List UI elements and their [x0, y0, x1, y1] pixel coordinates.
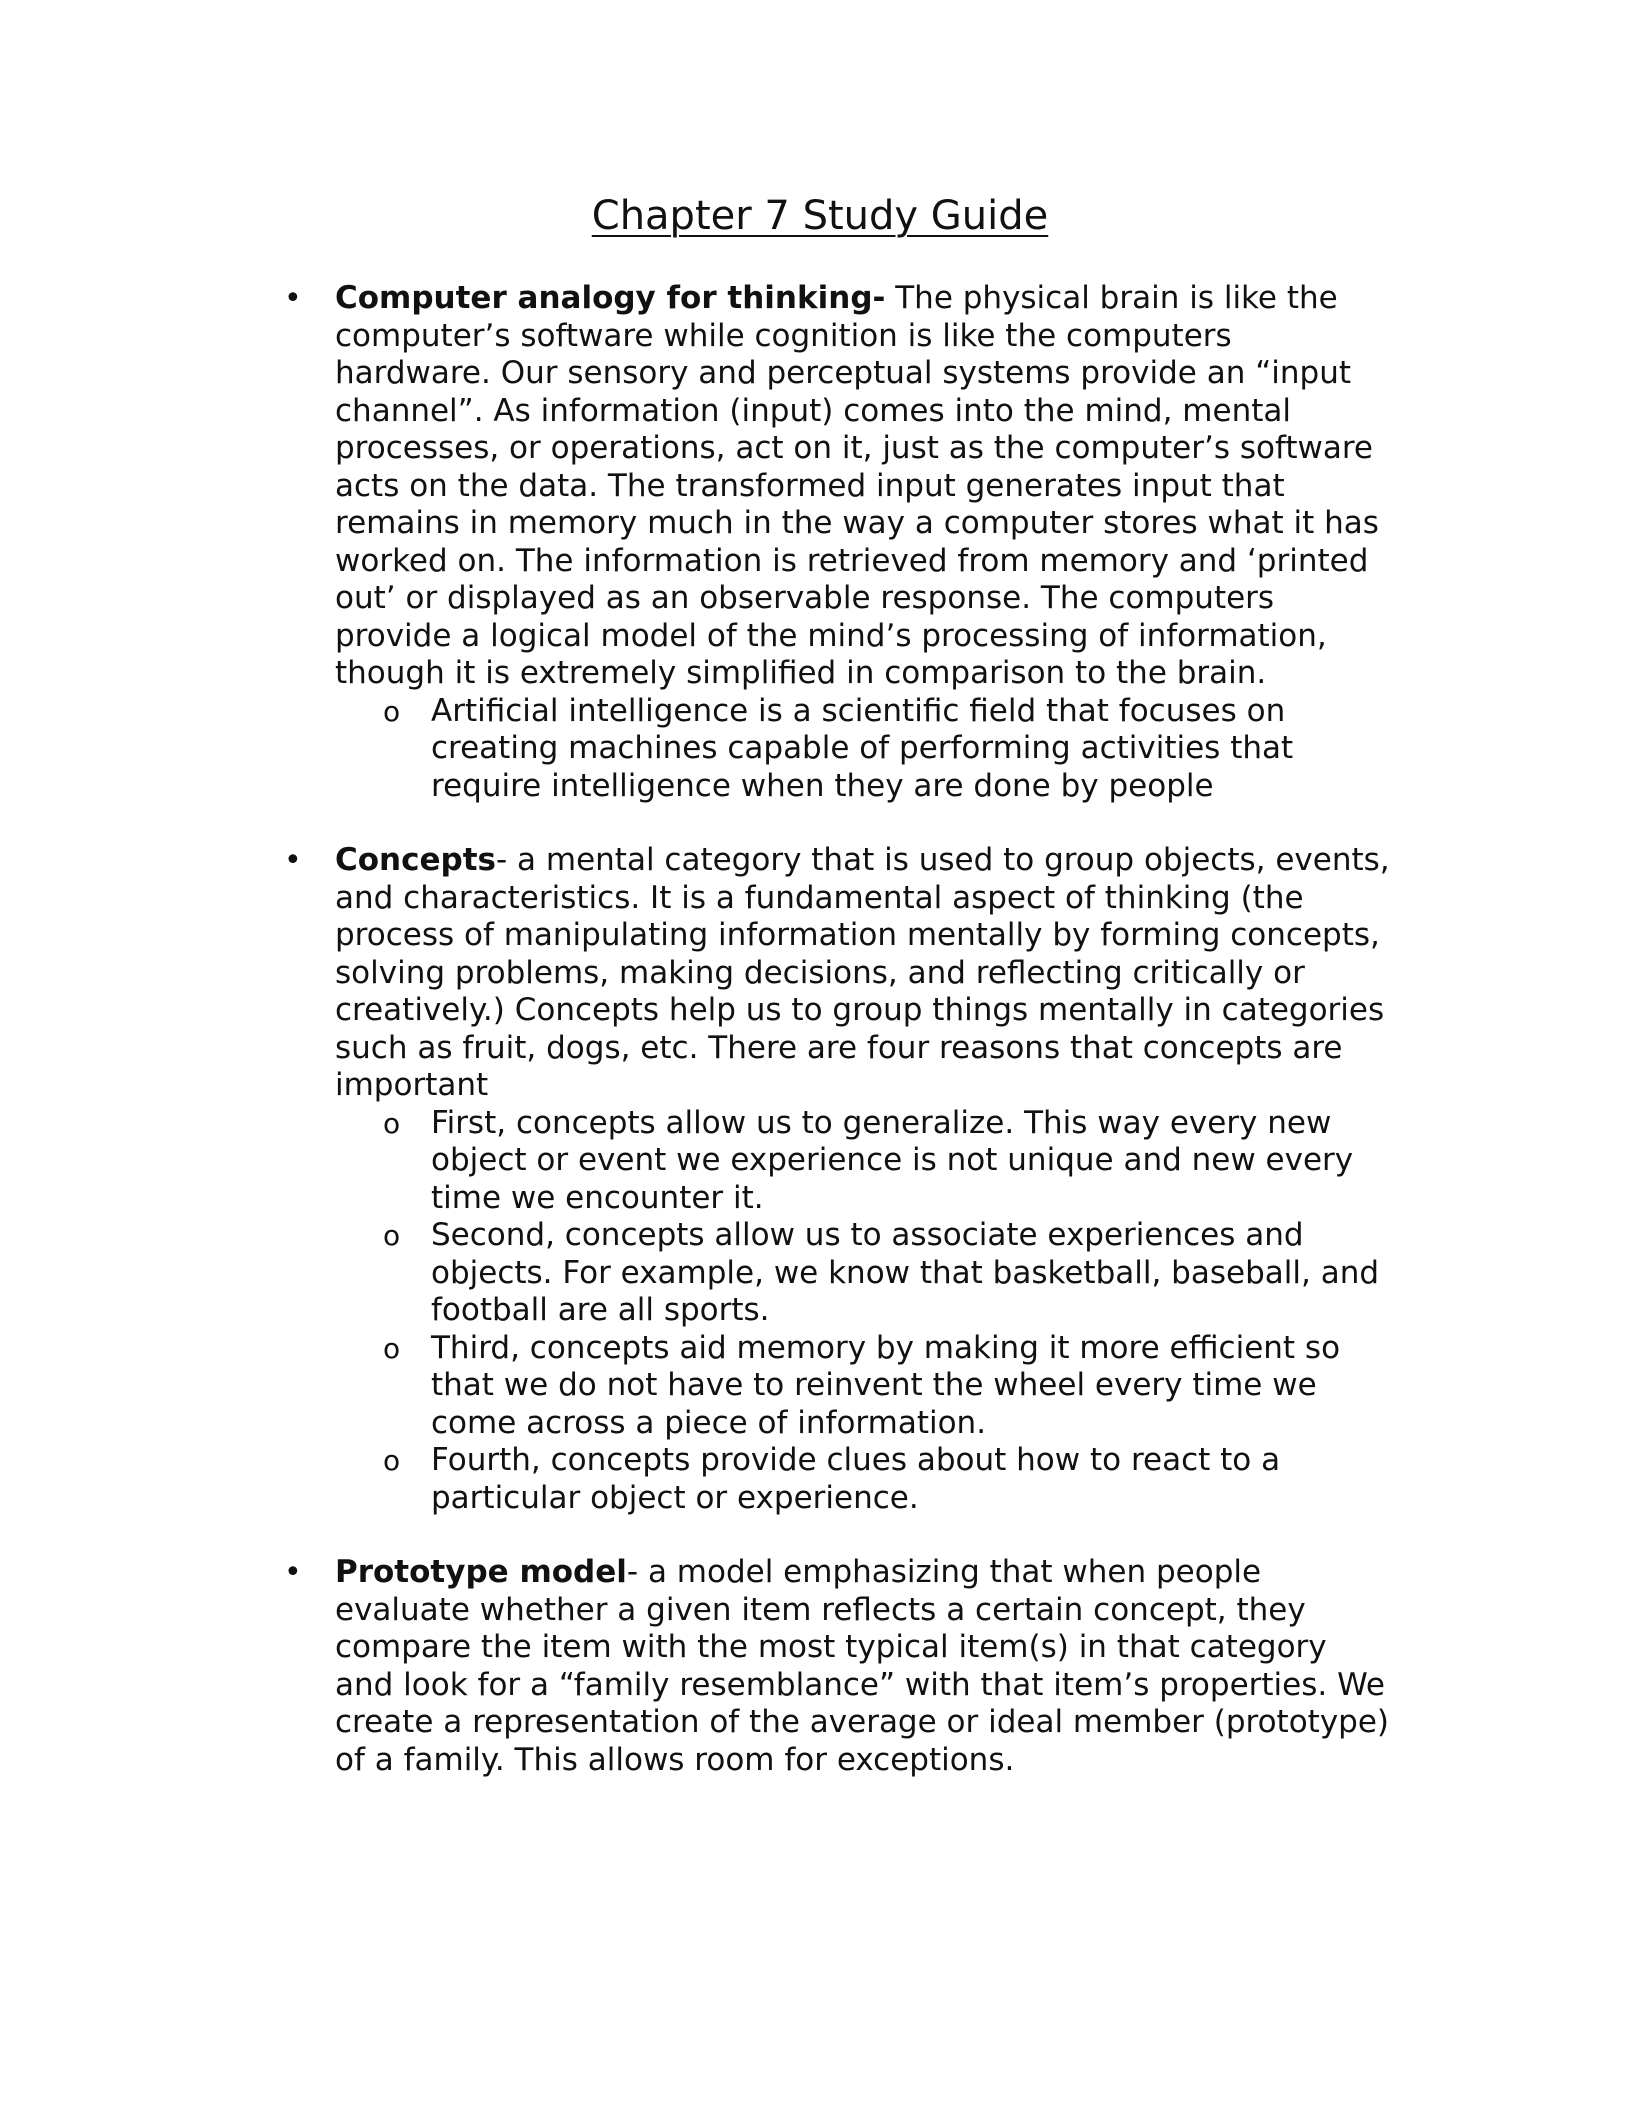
circle-bullet-icon: o — [383, 1219, 401, 1252]
bullet-icon: • — [284, 843, 302, 878]
term-definition: - a mental category that is used to group objects, events, and characteristics. It is a fundamental aspect of thinking (the process of manipulating information mentally by forming concepts, solving problems, making decisions, and reflecting critically or creatively.) Concepts help us to group things mentally in categories such as fruit, dogs, etc. There are four reasons that concepts are important — [335, 842, 1390, 1103]
bullet-list — [280, 280, 1390, 1816]
sub-list-item — [280, 1217, 1390, 1330]
sub-item-text: Second, concepts allow us to associate experiences and objects. For example, we know that basketball, baseball, and football are all sports. — [431, 1217, 1380, 1328]
sub-item-text: First, concepts allow us to generalize. This way every new object or event we experience is not unique and new every time we encounter it. — [431, 1104, 1354, 1216]
term-heading: Prototype model — [335, 1554, 627, 1590]
sub-item-text: Artificial intelligence is a scientific field that focuses on creating machines capable of performing activities that require intelligence when they are done by people — [431, 692, 1294, 804]
term-definition: The physical brain is like the computer’s software while cognition is like the computers hardware. Our sensory and perceptual systems provide an “input channel”. As information (input) comes into the mind, mental processes, or operations, act on it, just as the computer’s software acts on the data. The transformed input generates input that remains in memory much in the way a computer stores what it has worked on. The information is retrieved from memory and ‘printed out’ or displayed as an observable response. The computers provide a logical model of the mind’s processing of information, though it is extremely simplified in comparison to the brain. — [335, 280, 1379, 691]
list-item-concepts — [280, 842, 1390, 1517]
sub-list-item — [280, 1330, 1390, 1443]
sub-item-text: Third, concepts aid memory by making it more efficient so that we do not have to reinvent the wheel every time we come across a piece of information. — [431, 1329, 1341, 1441]
sub-list-item — [280, 1442, 1390, 1517]
list-item-computer-analogy — [280, 280, 1390, 805]
sub-list-item — [280, 1105, 1390, 1218]
sub-list — [335, 1105, 1390, 1518]
circle-bullet-icon: o — [383, 694, 401, 728]
circle-bullet-icon: o — [383, 1106, 401, 1140]
term-heading: Concepts — [335, 842, 496, 878]
bullet-icon: • — [284, 281, 302, 316]
circle-bullet-icon: o — [383, 1331, 401, 1365]
page-title: Chapter 7 Study Guide — [591, 193, 1049, 239]
bullet-icon: • — [284, 1555, 302, 1590]
list-item-prototype-model — [280, 1554, 1390, 1779]
circle-bullet-icon: o — [383, 1444, 401, 1477]
sub-list — [335, 693, 1390, 806]
sub-item-text: Fourth, concepts provide clues about how to react to a particular object or experience. — [431, 1442, 1281, 1516]
term-heading: Computer analogy for thinking- — [335, 280, 886, 316]
term-definition: - a model emphasizing that when people evaluate whether a given item reflects a certain concept, they compare the item with the most typical item(s) in that category and look for a “family resemblance” with that item’s properties. We create a representation of the average or ideal member (prototype) of a family. This allows room for exceptions. — [335, 1554, 1390, 1778]
sub-list-item — [280, 693, 1390, 806]
